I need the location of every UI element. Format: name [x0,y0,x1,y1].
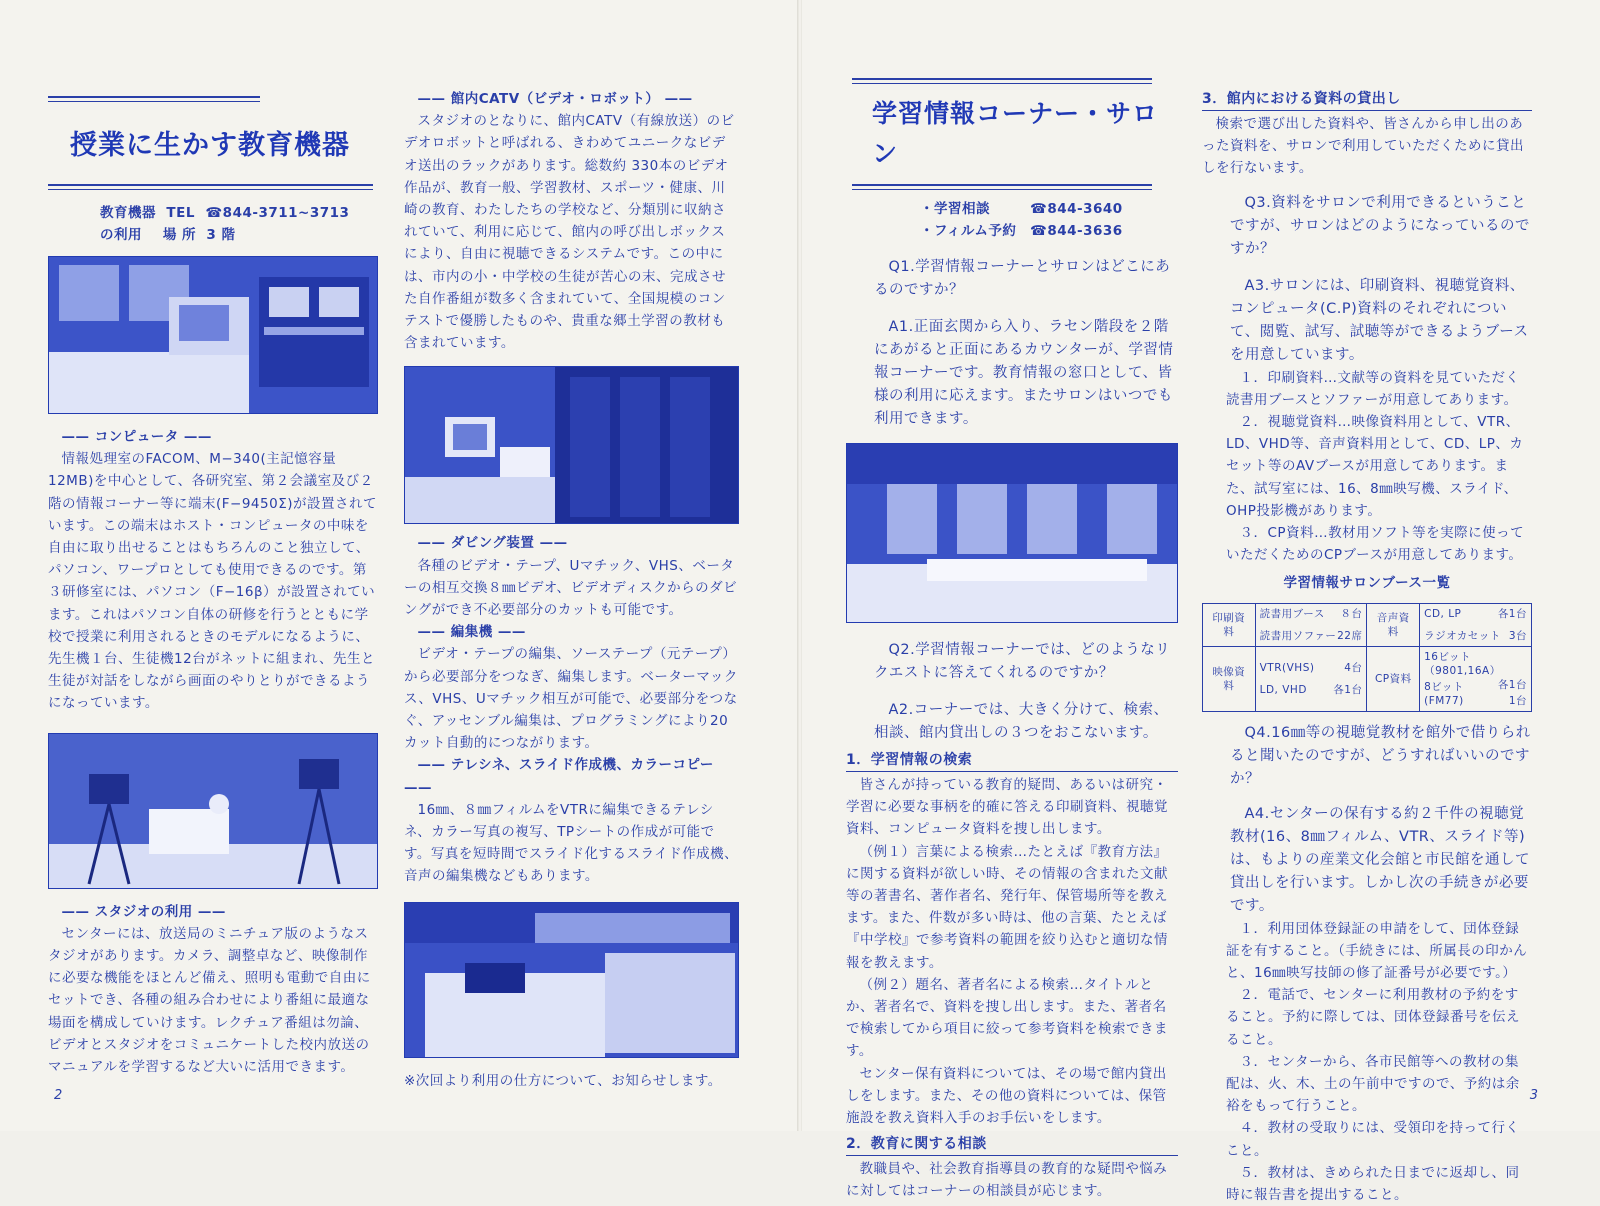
telecine-body: 16㎜、８㎜フィルムをVTRに編集できるテレシネ、カラー写真の複写、TPシートの作成が可能です。写真を短時間でスライド化するスライド作成機、音声の編集機などもあります。 [404,801,739,885]
question-2: Q2.学習情報コーナーでは、どのようなリクエストに答えてくれるのですか？ [874,642,1171,681]
section-consult-p1: 教職員や、社会教育指導員の教育的な疑問や悩みに対してはコーナーの相談員が応じます。 [846,1161,1168,1200]
answer-4-item-1: １．利用団体登録証の申請をして、団体登録証を有すること。（手続きには、所属長の印かんと、16㎜映写技師の修了証番号が必要です。） [1226,920,1528,982]
tel-number: ☎844-3711~3713 [205,205,350,221]
studio-heading: —— スタジオの利用 —— [48,901,378,923]
answer-1: A1.正面玄関から入り、ラセン階段を２階にあがると正面にあるカウンターが、学習情報コーナーです。教育情報の窓口として、皆様の利用に応えます。またサロンはいつでも利用できます。 [874,319,1174,427]
booth-cat-audio: 音声資料 [1367,603,1420,646]
tel-label: TEL [166,205,195,221]
contact-block [100,202,378,246]
question-4: Q4.16㎜等の視聴覚教材を館外で借りられると聞いたのですが、どうすればいいのですか？ [1230,724,1531,787]
answer-4-item-2: ２．電話で、センターに利用教材の予約をすること。予約に際しては、団体登録番号を伝えること。 [1226,987,1520,1048]
question-3: Q3.資料をサロンで利用できるということですが、サロンはどのようになっているのですか？ [1230,194,1530,257]
salon-photo [846,443,1178,623]
answer-2: A2.コーナーでは、大きく分けて、検索、相談、館内貸出しの３つをおこないます。 [874,702,1169,741]
answer-4-item-5: ５．教材は、きめられた日までに返却し、同時に報告書を提出すること。 [1226,1164,1520,1204]
computer-heading: —— コンピュータ —— [48,426,378,448]
title-rule-bottom [48,184,373,190]
right-column-2 [1202,88,1532,1206]
answer-3-item-3: ３．CP資料…教材用ソフト等を実際に使っていただくためのCPブースが用意してあります。 [1226,525,1525,564]
title-rule-top [48,96,260,102]
booth-print-items: 読書用ブース ８台 読書用ソファー 22席 [1255,603,1367,646]
right-column-1 [846,78,1178,1203]
booth-audio-items: CD, LP 各1台 ラジオカセット 3台 [1420,603,1532,646]
contact-label-2: の利用 [100,227,142,243]
catv-heading: —— 館内CATV（ビデオ・ロボット） —— [404,88,739,110]
answer-3-item-1: １．印刷資料…文献等の資料を見ていただく読書用ブースとソファーが用意してあります。 [1226,369,1520,408]
catv-body: スタジオのとなりに、館内CATV（有線放送）のビデオロボットと呼ばれる、きわめてユニークなビデオ送出のラックがあります。総数約 330本のビデオ作品が、教育一般、学習教材、スポーツ・健康、川崎の教育、わたしたちの学校など、分類別に収納されていて、利用に応じて、館内の呼び出しボックスにより、自由に視聴できるシステムです。この中には、市内の小・中学校の生徒が苦心の末、完成させた自作番組が数多く含まれていて、全国規模のコンテストで優勝したものや、貴重な郷土学習の教材も含まれています。 [404,113,735,352]
salon-contacts [920,198,1178,242]
salon-title-rule-bottom [852,184,1152,190]
dubbing-body: 各種のビデオ・テープ、Uマチック、VHS、ベーターの相互交換８㎜ビデオ、ビデオディスクからのダビングができ不必要部分のカットも可能です。 [404,557,738,619]
contact-row-film: ・フィルム予約 ☎844-3636 [920,223,1123,239]
salon-title: 学習情報コーナー・サロン [872,99,1159,168]
page-number-right: 3 [1529,1088,1538,1103]
telecine-heading: —— テレシネ、スライド作成機、カラーコピー —— [404,754,739,798]
answer-3: A3.サロンには、印刷資料、視聴覚資料、コンピュータ(C.P)資料のそれぞれについて、閲覧、試写、試聴等ができるようブースを用意しています。 [1230,277,1529,363]
left-column-1 [48,96,378,1078]
studio-body: センターには、放送局のミニチュア版のようなスタジオがあります。カメラ、調整卓など、映像制作に必要な機能をほとんど備え、照明も電動で自由にセットでき、各種の組み合わせにより番組に最適な場面を構成していけます。レクチュア番組は勿論、ビデオとスタジオをコミュニケートした校内放送のマニュアルを学習するなど大いに活用できます。 [48,925,371,1076]
booth-table [1202,603,1532,712]
dubbing-heading: —— ダビング装置 —— [404,532,739,554]
answer-4-item-3: ３．センターから、各市民館等への教材の集配は、火、木、土の午前中ですので、予約は余裕をもって行うこと。 [1226,1053,1520,1115]
left-page [0,0,798,1131]
computer-room-photo [48,256,378,414]
booth-video-items: VTR(VHS) 4台 LD, VHD 各1台 [1255,646,1367,711]
section-search-title: 1．学習情報の検索 [846,749,1178,772]
answer-4-item-4: ４．教材の受取りには、受領印を持って行くこと。 [1226,1120,1520,1159]
booth-cat-print: 印刷資料 [1203,603,1256,646]
booth-cp-items: 16ビット（9801,16A） 各1台 8ビット(FM77) 1台 [1420,646,1532,711]
section-consult-title: 2．教育に関する相談 [846,1133,1178,1156]
booth-cat-video: 映像資料 [1203,646,1256,711]
booth-cat-cp: CP資料 [1367,646,1420,711]
contact-row-consult: ・学習相談 ☎844-3640 [920,201,1123,217]
section-search-p4: センター保有資料については、その場で館内貸出しをします。また、その他の資料については、保管施設を教え資料入手のお手伝いをします。 [846,1065,1167,1127]
page-title: 授業に生かす教育機器 [70,130,350,161]
section-search-p3: （例２）題名、著者名による検索…タイトルとか、著者名で、資料を捜し出します。また、著者名で検索してから項目に絞って参考資料を検索できます。 [846,976,1168,1060]
section-lending-p1: 検索で選び出した資料や、皆さんから申し出のあった資料を、サロンで利用していただくために貸出しを行ないます。 [1202,116,1524,177]
left-column-2 [404,88,739,1092]
contact-label: 教育機器 [100,205,156,221]
studio-photo [48,733,378,889]
place-value: 3 階 [206,227,236,243]
right-page [802,0,1600,1204]
section-lending-title: 3．館内における資料の貸出し [1202,88,1532,111]
place-label: 場 所 [162,227,197,243]
editor-body: ビデオ・テープの編集、ソーステープ（元テープ）から必要部分をつなぎ、編集します。ベーターマックス、VHS、Uマチック相互が可能で、必要部分をつなぐ、アッセンブル編集は、プログラミングにより20カット自動的につながります。 [404,646,738,752]
answer-3-item-2: ２．視聴覚資料…映像資料用として、VTR、LD、VHD等、音声資料用として、CD、LP、カセット等のAVブースが用意してあります。また、試写室には、16、8㎜映写機、スライド、OHP投影機があります。 [1226,414,1524,519]
next-issue-note: ※次回より利用の仕方について、お知らせします。 [404,1072,722,1089]
section-search-p1: 皆さんが持っている教育的疑問、あるいは研究・学習に必要な事柄を的確に答える印刷資料、視聴覚資料、コンピュータ資料を捜し出します。 [846,777,1168,838]
question-1: Q1.学習情報コーナーとサロンはどこにあるのですか？ [874,259,1171,298]
editor-heading: —— 編集機 —— [404,621,739,643]
catv-photo [404,366,739,524]
section-search-p2: （例１）言葉による検索…たとえば『教育方法』に関する資料が欲しい時、その情報の含まれた文献等の著書名、著作者名、発行年、保管場所等を教えます。また、件数が多い時は、他の言葉、たとえば『中学校』で参考資料の範囲を絞り込むと適切な情報を教えます。 [846,843,1168,971]
answer-4: A4.センターの保有する約２千件の視聴覚教材(16、8㎜フィルム、VTR、スライド等)は、もよりの産業文化会館と市民館を通して貸出しを行います。しかし次の手続きが必要です。 [1230,805,1530,914]
computer-body: 情報処理室のFACOM、M−340(主記憶容量12MB)を中心として、各研究室、第２会議室及び２階の情報コーナー等に端末(F−9450Σ)が設置されています。この端末はホスト・コンピュータの中味を自由に取り出せることはもちろんのこと独立して、パソコン、ワープロとしても使用できるのです。第３研修室には、パソコン（F−16β）が設置されています。これはパソコン自体の研修を行うとともに学校で授業に利用されるときのモデルになるように、先生機１台、生徒機12台がネットに組まれ、先生と生徒が対話をしながら画面のやりとりができるようになっています。 [48,451,377,712]
salon-title-rule-top [852,78,1152,84]
page-number-left: 2 [54,1088,63,1103]
editing-room-photo [404,902,739,1058]
booth-table-title: 学習情報サロンブース一覧 [1283,575,1451,592]
